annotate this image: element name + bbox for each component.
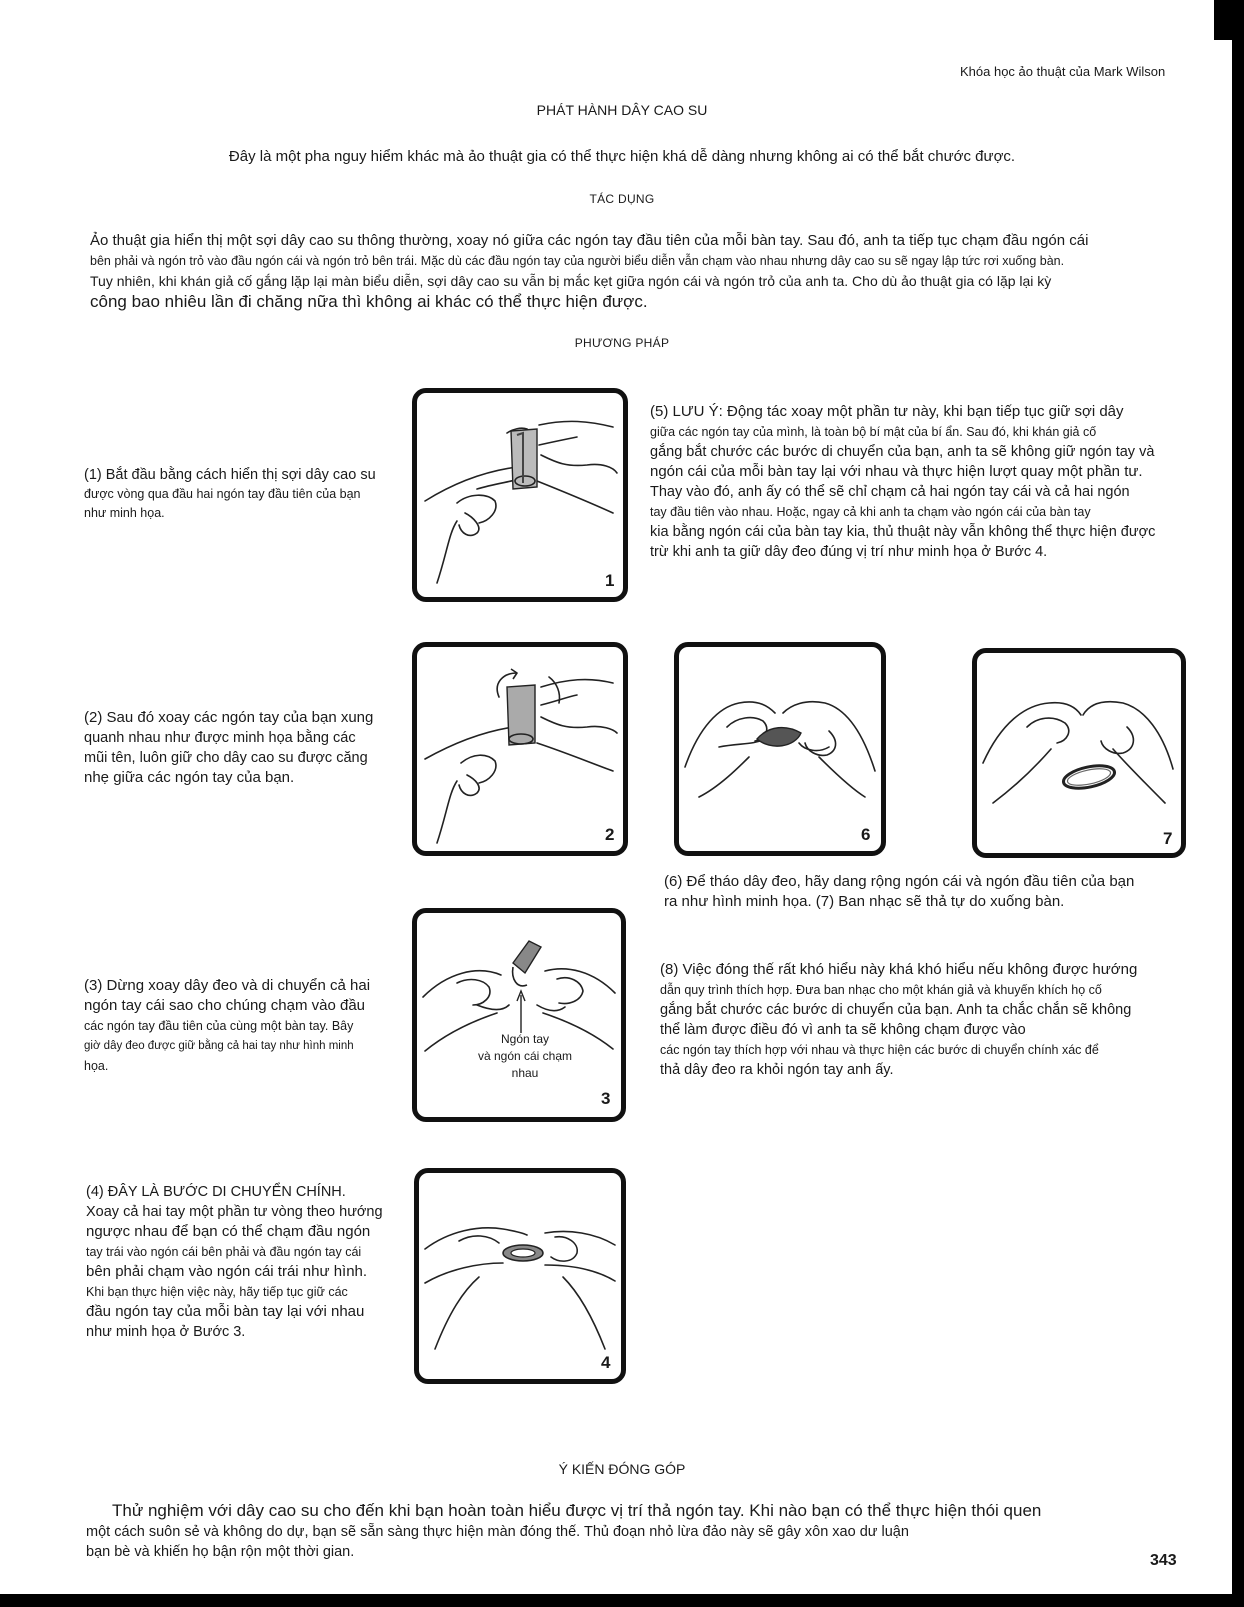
figure-2	[412, 642, 628, 856]
label-line: và ngón cái chạm	[477, 1049, 573, 1063]
step-line: kia bằng ngón cái của bàn tay kia, thủ thuật này vẫn không thể thực hiện được	[650, 524, 1156, 540]
method-heading: PHƯƠNG PHÁP	[574, 336, 670, 350]
effect-line: công bao nhiêu lần đi chăng nữa thì không ai khác có thể thực hiện được.	[90, 292, 648, 311]
step-line: các ngón tay thích hợp với nhau và thực hiện các bước di chuyển chính xác để	[660, 1043, 1099, 1057]
step-line: Xoay cả hai tay một phần tư vòng theo hướng	[86, 1204, 383, 1220]
figure-6	[674, 642, 886, 856]
step-5-text	[650, 402, 1190, 562]
effect-line: Ảo thuật gia hiển thị một sợi dây cao su thông thường, xoay nó giữa các ngón tay đầu tiên của mỗi bàn tay. Sau đó, anh ta tiếp tục chạm đầu ngón cái	[90, 232, 1089, 249]
step-line: như minh họa.	[84, 506, 165, 520]
figure-7	[972, 648, 1186, 858]
page-number: 343	[1150, 1552, 1177, 1569]
step-line: bên phải chạm vào ngón cái trái như hình.	[86, 1263, 368, 1280]
step-line: (5) LƯU Ý: Động tác xoay một phần tư này, khi bạn tiếp tục giữ sợi dây	[650, 403, 1124, 420]
step-line: thả dây đeo ra khỏi ngón tay anh ấy.	[660, 1062, 894, 1078]
feedback-line: một cách suôn sẻ và không do dự, bạn sẽ sẵn sàng thực hiện màn đóng thế. Thủ đoạn nhỏ lừa đảo này sẽ gây xôn xao dư luận	[86, 1524, 909, 1540]
step-line: ngược nhau để bạn có thể chạm đầu ngón	[86, 1223, 371, 1240]
feedback-paragraph	[86, 1500, 1186, 1562]
step-3-text	[84, 976, 404, 1076]
step-line: được vòng qua đầu hai ngón tay đầu tiên của bạn	[84, 487, 361, 501]
label-line: Ngón tay	[500, 1032, 550, 1046]
hands-illustration	[679, 647, 881, 851]
hands-illustration	[417, 393, 623, 597]
step-line: (2) Sau đó xoay các ngón tay của bạn xung	[84, 709, 374, 726]
scan-edge-right	[1232, 0, 1244, 1607]
step-line: ngón cái của mỗi bàn tay lại với nhau và thực hiện lượt quay một phần tư.	[650, 463, 1143, 480]
step-line: (3) Dừng xoay dây đeo và di chuyển cả hai	[84, 977, 371, 994]
hands-illustration	[417, 647, 623, 851]
step-8-text	[660, 960, 1190, 1080]
step-line: tay đầu tiên vào nhau. Hoặc, ngay cả khi anh ta chạm vào ngón cái của bàn tay	[650, 505, 1091, 519]
step-line: Khi bạn thực hiện việc này, hãy tiếp tục giữ các	[86, 1285, 348, 1299]
figure-3-label	[477, 1031, 573, 1082]
figure-number: 6	[861, 825, 871, 844]
figure-number: 7	[1163, 829, 1173, 848]
step-line: nhẹ giữa các ngón tay của bạn.	[84, 769, 295, 786]
figure-number: 3	[601, 1089, 611, 1108]
step-line: (8) Việc đóng thế rất khó hiểu này khá khó hiểu nếu không được hướng	[660, 961, 1138, 978]
step-line: ngón tay cái sao cho chúng chạm vào đầu	[84, 997, 366, 1014]
effect-heading: TÁC DỤNG	[589, 192, 655, 206]
step-line: gắng bắt chước các bước di chuyển của bạn. Anh ta chắc chắn sẽ không	[660, 1002, 1132, 1018]
step-line: họa.	[84, 1059, 109, 1073]
effect-paragraph	[90, 231, 1180, 313]
step-line: đầu ngón tay của mỗi bàn tay lại với nhau	[86, 1303, 365, 1320]
scan-edge-top	[1214, 0, 1244, 40]
figure-number: 2	[605, 825, 615, 844]
hands-illustration	[977, 653, 1181, 853]
step-2-text	[84, 708, 404, 788]
scan-edge-bottom	[0, 1594, 1244, 1607]
step-line: quanh nhau như được minh họa bằng các	[84, 730, 356, 746]
effect-line: bên phải và ngón trỏ vào đầu ngón cái và ngón trỏ bên trái. Mặc dù các đầu ngón tay của người biểu diễn vẫn chạm vào nhau nhưng dây cao su sẽ ngay lập tức rơi xuống bàn.	[90, 254, 1065, 268]
step-line: như minh họa ở Bước 3.	[86, 1324, 246, 1340]
page-title: PHÁT HÀNH DÂY CAO SU	[536, 102, 708, 118]
effect-line: Tuy nhiên, khi khán giả cố gắng lặp lại màn biểu diễn, sợi dây cao su vẫn bị mắc kẹt giữa ngón cái và ngón trỏ của anh ta. Cho dù ảo thuật gia có lặp lại kỳ	[90, 273, 1052, 289]
figure-number: 4	[601, 1353, 611, 1372]
step-line: (4) ĐÂY LÀ BƯỚC DI CHUYỂN CHÍNH.	[86, 1184, 346, 1200]
step-line: tay trái vào ngón cái bên phải và đầu ngón tay cái	[86, 1245, 362, 1259]
step-1-text	[84, 466, 404, 523]
step-line: thể làm được điều đó vì anh ta sẽ không chạm được vào	[660, 1022, 1026, 1038]
feedback-line: Thử nghiệm với dây cao su cho đến khi bạn hoàn toàn hiểu được vị trí thả ngón tay. Khi nào bạn có thể thực hiện thói quen	[112, 1501, 1042, 1520]
figure-3	[412, 908, 626, 1122]
hands-illustration	[417, 913, 621, 1117]
feedback-heading: Ý KIẾN ĐÓNG GÓP	[558, 1461, 686, 1477]
step-line: ra như hình minh họa. (7) Ban nhạc sẽ thả tự do xuống bàn.	[664, 893, 1065, 910]
step-6-text	[664, 872, 1184, 912]
step-line: các ngón tay đầu tiên của cùng một bàn tay. Bây	[84, 1019, 354, 1033]
step-4-text	[86, 1182, 406, 1342]
step-line: giờ dây đeo được giữ bằng cả hai tay như hình minh	[84, 1040, 354, 1052]
figure-1	[412, 388, 628, 602]
label-line: nhau	[511, 1066, 539, 1080]
step-line: giữa các ngón tay của mình, là toàn bộ bí mật của bí ẩn. Sau đó, khi khán giả cố	[650, 425, 1097, 439]
intro-text: Đây là một pha nguy hiểm khác mà ảo thuật gia có thể thực hiện khá dễ dàng nhưng không ai có thể bắt chước được.	[228, 148, 1016, 165]
step-line: (1) Bắt đầu bằng cách hiển thị sợi dây cao su	[84, 467, 376, 483]
hands-illustration	[419, 1173, 621, 1379]
step-line: trừ khi anh ta giữ dây đeo đúng vị trí như minh họa ở Bước 4.	[650, 544, 1048, 560]
step-line: mũi tên, luôn giữ cho dây cao su được căng	[84, 750, 368, 766]
figure-4	[414, 1168, 626, 1384]
running-header: Khóa học ảo thuật của Mark Wilson	[960, 64, 1166, 79]
step-line: gắng bắt chước các bước di chuyển của bạn, anh ta sẽ không giữ ngón tay và	[650, 444, 1155, 460]
figure-number: 1	[605, 571, 615, 590]
feedback-line: bạn bè và khiến họ bận rộn một thời gian.	[86, 1544, 355, 1560]
step-line: (6) Để tháo dây đeo, hãy dang rộng ngón cái và ngón đầu tiên của bạn	[664, 873, 1135, 890]
step-line: Thay vào đó, anh ấy có thể sẽ chỉ chạm cả hai ngón tay cái và cả hai ngón	[650, 484, 1130, 500]
step-line: dẫn quy trình thích hợp. Đưa ban nhạc cho một khán giả và khuyến khích họ cố	[660, 983, 1102, 997]
